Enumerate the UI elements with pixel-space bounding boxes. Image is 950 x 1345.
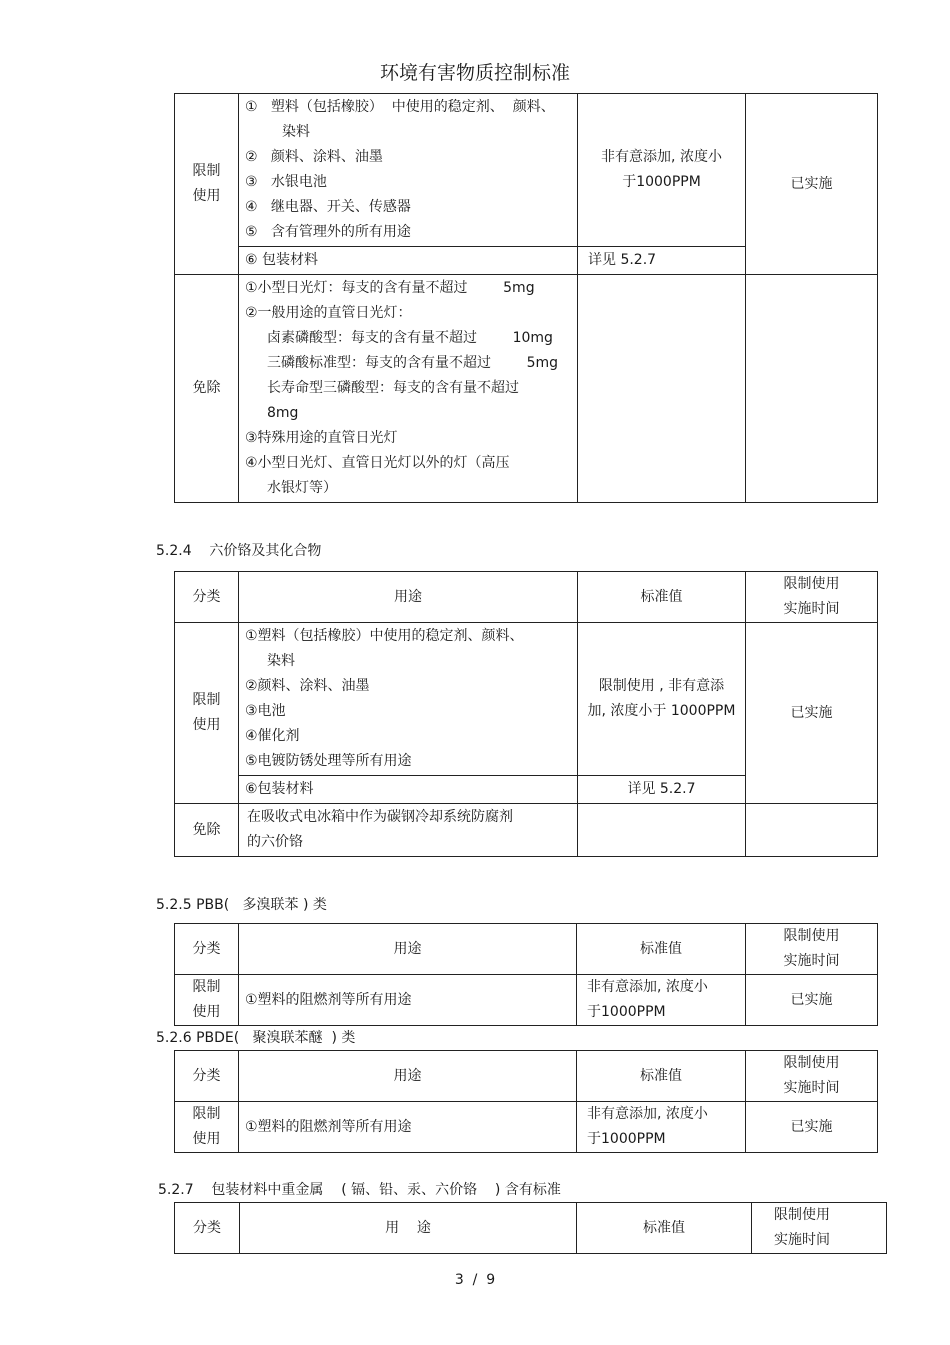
header-standard: 标准值 (577, 1203, 752, 1254)
section-heading-525: 5.2.5 PBB( 多溴联苯 ) 类 (156, 897, 327, 913)
packaging-usage: ⑥包装材料 (239, 776, 578, 804)
header-time: 限制使用 实施时间 (746, 924, 878, 975)
standard-cell: 非有意添加, 浓度小 于1000PPM (577, 1102, 746, 1153)
exempt-usage: 在吸收式电冰箱中作为碳钢冷却系统防腐剂 的六价铬 (239, 804, 578, 857)
header-usage: 用途 (239, 924, 577, 975)
usage-cell: ①塑料（包括橡胶）中使用的稳定剂、颜料、 染料 ②颜料、涂料、油墨 ③电池 ④催化剂 ⑤电镀防锈处理等所有用途 (239, 623, 578, 776)
header-category: 分类 (175, 924, 239, 975)
header-time: 限制使用 实施时间 (746, 1051, 878, 1102)
header-category: 分类 (175, 1203, 240, 1254)
time-cell: 已实施 (746, 1102, 878, 1153)
packaging-standard: 详见 5.2.7 (578, 776, 746, 804)
header-time: 限制使用 实施时间 (746, 572, 878, 623)
exempt-usage: ①小型日光灯：每支的含有量不超过 5mg ②一般用途的直管日光灯： 卤素磷酸型：每支的含有量不超过 10mg 三磷酸标准型：每支的含有量不超过 5mg 长寿命型三磷酸型：每支的含有量不超过 8mg ③特殊用途的直管日光灯 ④小型日光灯、直管日光灯以外的灯（高压 水银灯等） (239, 275, 578, 503)
standard-cell: 非有意添加, 浓度小 于1000PPM (577, 975, 746, 1026)
standard-cell: 限制使用 , 非有意添 加, 浓度小于 1000PPM (578, 623, 746, 776)
header-time: 限制使用 实施时间 (752, 1203, 887, 1254)
header-standard: 标准值 (577, 1051, 746, 1102)
standard-cell: 非有意添加, 浓度小 于1000PPM (578, 94, 746, 247)
time-cell: 已实施 (746, 975, 878, 1026)
category-restricted: 限制 使用 (175, 975, 239, 1026)
packaging-usage: ⑥ 包装材料 (239, 247, 578, 275)
pbb-table (174, 923, 878, 1026)
chromium-table (174, 571, 878, 857)
category-restricted: 限制 使用 (175, 94, 239, 275)
usage-cell: ① 塑料（包括橡胶） 中使用的稳定剂、 颜料、 染料 ② 颜料、涂料、油墨 ③ 水银电池 ④ 继电器、开关、传感器 ⑤ 含有管理外的所有用途 (239, 94, 578, 247)
category-restricted: 限制 使用 (175, 623, 239, 804)
section-heading-524: 5.2.4 六价铬及其化合物 (156, 543, 322, 559)
category-restricted: 限制 使用 (175, 1102, 239, 1153)
page-title: 环境有害物质控制标准 (379, 62, 570, 84)
header-category: 分类 (175, 1051, 239, 1102)
header-standard: 标准值 (577, 924, 746, 975)
mercury-table (174, 93, 878, 503)
time-cell: 已实施 (746, 94, 878, 275)
category-exempt: 免除 (175, 275, 239, 503)
usage-cell: ①塑料的阻燃剂等所有用途 (239, 1102, 577, 1153)
header-usage: 用途 (239, 1051, 577, 1102)
category-exempt: 免除 (175, 804, 239, 857)
section-heading-527: 5.2.7 包装材料中重金属 ( 镉、铅、汞、六价铬 ) 含有标准 (158, 1182, 561, 1198)
header-category: 分类 (175, 572, 239, 623)
section-heading-526: 5.2.6 PBDE( 聚溴联苯醚 ) 类 (156, 1030, 356, 1046)
header-standard: 标准值 (578, 572, 746, 623)
page-number: 3 / 9 (454, 1272, 496, 1288)
packaging-table (174, 1202, 887, 1254)
header-usage: 用途 (239, 572, 578, 623)
header-usage: 用 途 (240, 1203, 577, 1254)
packaging-standard: 详见 5.2.7 (578, 247, 746, 275)
time-cell: 已实施 (746, 623, 878, 804)
usage-cell: ①塑料的阻燃剂等所有用途 (239, 975, 577, 1026)
pbde-table (174, 1050, 878, 1153)
